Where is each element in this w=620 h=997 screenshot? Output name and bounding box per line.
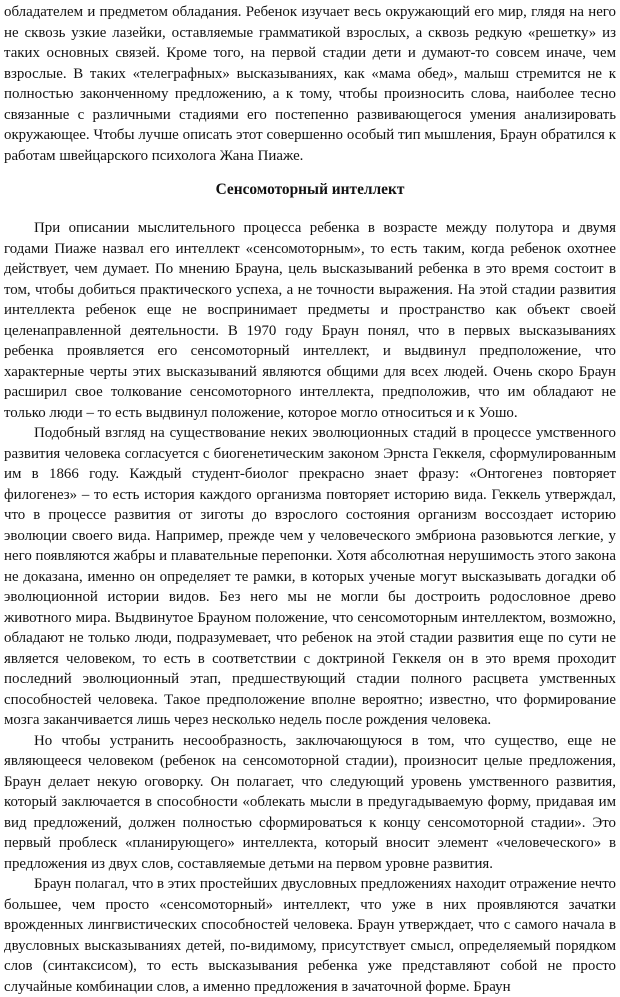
section-title: Сенсомоторный интеллект bbox=[215, 181, 405, 198]
intro-paragraph: обладателем и предметом обладания. Ребенок изучает весь окружающий его мир, глядя на него не сквозь узкие лазейки, оставляемые грамматикой взрослых, а сквозь редкую «решетку» из таких основных связей. Кроме того, на первой стадии дети и думают-то совсем иначе, чем взрослые. В таких «телеграфных» высказываниях, как «мама обед», малыш стремится не к полностью законченному предложению, а к тому, чтобы произносить слова, наиболее тесно связанные с различными стадиями его постепенно развивающегося умения анализировать окружающее. Чтобы лучше описать этот совершенно особый тип мышления, Браун обратился к работам швейцарского психолога Жана Пиаже. bbox=[4, 4, 616, 164]
paragraph-1: При описании мыслительного процесса ребенка в возрасте между полутора и двумя годами Пиаже назвал его интеллект «сенсомоторным», то есть таким, когда ребенок охотнее действует, чем думает. По мнению Брауна, цель высказываний ребенка в это время состоит в том, чтобы добиться практического успеха, а не точности выражения. На этой стадии развития интеллекта ребенок еще не воспринимает предметы и пространство как объект своей целенаправленной деятельности. В 1970 году Браун понял, что в первых высказываниях ребенка проявляется его сенсомоторный интеллект, и выдвинул предположение, что характерные черты этих высказываний являются общими для всех людей. Очень скоро Браун расширил свое толкование сенсомоторного интеллекта, предположив, что им обладают не только люди – то есть выдвинул положение, которое могло относиться и к Уошо. bbox=[4, 220, 616, 421]
paragraph-4: Браун полагал, что в этих простейших двусловных предложениях находит отражение нечто большее, чем просто «сенсомоторный» интеллект, что уже в них проявляются зачатки врожденных лингвистических способностей человека. Браун утверждает, что с самого начала в двусловных высказываниях детей, по-видимому, присутствует смысл, определяемый порядком слов (синтаксисом), то есть высказывания ребенка уже представляют собой не просто случайные комбинации слов, а именно предложения в зачаточной форме. Браун bbox=[4, 876, 616, 995]
paragraph-2: Подобный взгляд на существование неких эволюционных стадий в процессе умственного развития человека согласуется с биогенетическим законом Эрнста Геккеля, сформулированным им в 1866 году. Каждый студент-биолог прекрасно знает фразу: «Онтогенез повторяет филогенез» – то есть история каждого организма повторяет историю вида. Геккель утверждал, что в процессе развития от зиготы до взрослого состояния организм воссоздает историю эволюции своего вида. Например, прежде чем у человеческого эмбриона разовьются легкие, у него появляются жабры и плавательные перепонки. Хотя абсолютная нерушимость этого закона не доказана, именно он определяет те рамки, в которых ученые могут высказывать догадки об эволюционной истории видов. Без него мы не могли бы достроить родословное древо животного мира. Выдвинутое Брауном положение, что сенсомоторным интеллектом, возможно, обладают не только люди, подразумевает, что ребенок на этой стадии развития еще по сути не является человеком, то есть в соответствии с доктриной Геккеля он в это время проходит последний эволюционный этап, предшествующий стадии полного расцвета умственных способностей человека. Такое предположение вполне вероятно; известно, что формирование мозга заканчивается лишь через несколько недель после рождения человека. bbox=[4, 425, 616, 728]
paragraph-3: Но чтобы устранить несообразность, заключающуюся в том, что существо, еще не являющееся человеком (ребенок на сенсомоторной стадии), произносит целые предложения, Браун делает некую оговорку. Он полагает, что следующий уровень умственного развития, который заключается в способности «облекать мысли в предугадываемую форму, придавая им вид предложений, должен полностью сформироваться к концу сенсомоторной стадии». Это первый проблеск «планирующего» интеллекта, который вносит элемент «человеческого» в предложения из двух слов, составляемые детьми на первом уровне развития. bbox=[4, 732, 616, 872]
